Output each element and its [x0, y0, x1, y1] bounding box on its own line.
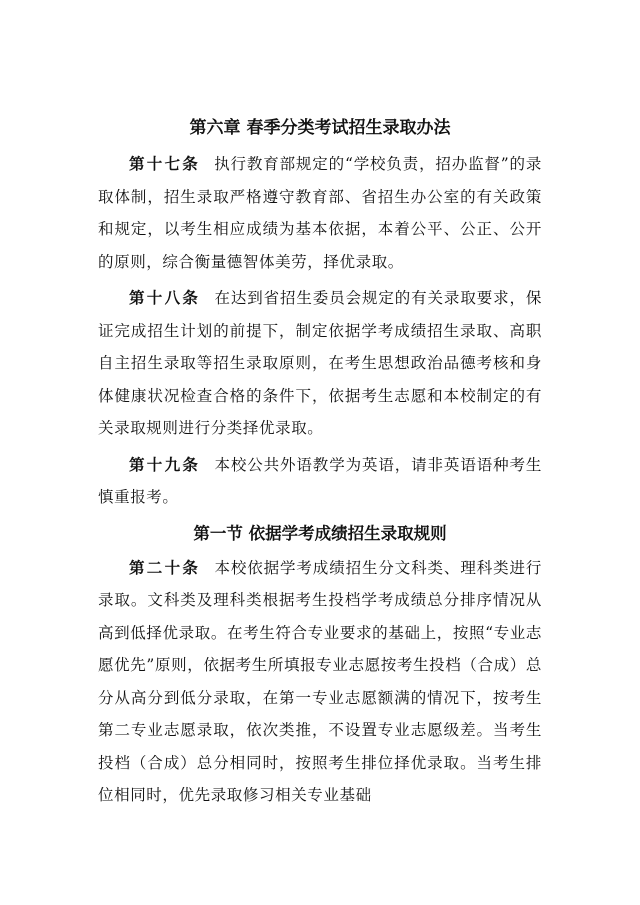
- article-label: 第十七条: [129, 155, 200, 173]
- article-label: 第十九条: [129, 455, 201, 474]
- document-body: [98, 112, 542, 816]
- article-text: 执行教育部规定的“学校负责，招办监督”的录取体制，招生录取严格遵守教育部、省招生办公室的有关政策和规定，以考生相应成绩为基本依据，本着公平、公正、公开的原则，综合衡量德智体美劳，择优录取。: [98, 155, 542, 271]
- article-label: 第二十条: [129, 558, 201, 577]
- article-18: [98, 282, 542, 445]
- section-title: 第一节 依据学考成绩招生录取规则: [193, 523, 447, 543]
- article-17: [98, 148, 542, 278]
- article-19: [98, 449, 542, 514]
- article-20: [98, 552, 542, 812]
- article-text: 本校公共外语教学为英语，请非英语语种考生慎重报考。: [98, 455, 542, 506]
- chapter-title: 第六章 春季分类考试招生录取办法: [189, 118, 451, 138]
- article-text: 本校依据学考成绩招生分文科类、理科类进行录取。文科类及理科类根据考生投档学考成绩总分排序情况从高到低择优录取。在考生符合专业要求的基础上，按照“专业志愿优先”原则，依据考生所填报专业志愿按考生投档（合成）总分从高分到低分录取，在第一专业志愿额满的情况下，按考生第二专业志愿录取，依次类推，不设置专业志愿级差。当考生投档（合成）总分相同时，按照考生排位择优录取。当考生排位相同时，优先录取修习相关专业基础: [98, 558, 542, 804]
- article-text: 在达到省招生委员会规定的有关录取要求，保证完成招生计划的前提下，制定依据学考成绩招生录取、高职自主招生录取等招生录取原则，在考生思想政治品德考核和身体健康状况检查合格的条件下，依据考生志愿和本校制定的有关录取规则进行分类择优录取。: [98, 289, 542, 437]
- article-label: 第十八条: [129, 289, 201, 307]
